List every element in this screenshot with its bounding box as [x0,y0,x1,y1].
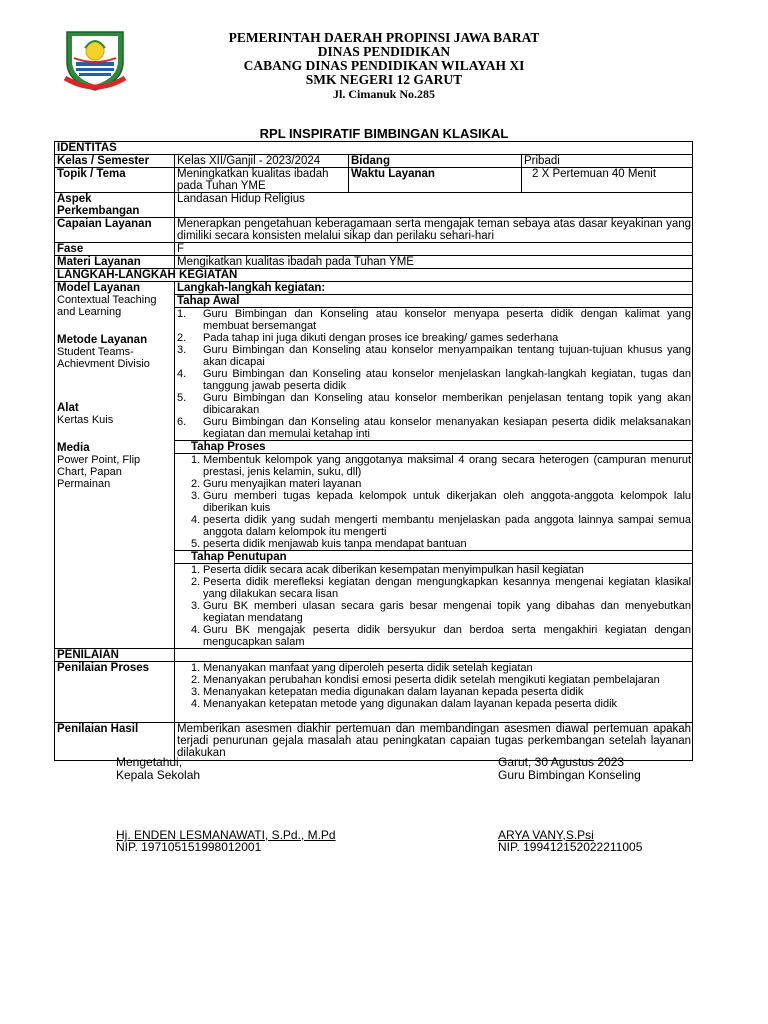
list-item: 1. Membentuk kelompok yang anggotanya maksimal 4 orang secara heterogen (campuran menurut prestasi, jenis kelamin, suku, dll) [191,454,692,478]
fase-label: Fase [55,243,175,256]
list-item: 5. peserta didik menjawab kuis tanpa mendapat bantuan [191,538,467,550]
tahap-proses-heading: Tahap Proses [191,441,266,453]
jawa-barat-emblem-logo [59,28,131,92]
tahap-proses-list [177,454,691,550]
list-item: 4. peserta didik yang sudah mengerti membantu menjelaskan pada anggota lainnya sampai semua anggota dalam kelompok itu mengerti [191,514,692,538]
steps-cell [175,282,693,649]
list-item: 3. Guru memberi tugas kepada kelompok untuk dikerjakan oleh anggota-anggota kelompok lalu diberikan kuis [191,490,692,514]
kelas-label: Kelas / Semester [55,155,175,168]
header-department: DINAS PENDIDIKAN [317,44,451,59]
document-title: RPL INSPIRATIF BIMBINGAN KLASIKAL [259,126,509,141]
waktu-label: Waktu Layanan [349,168,522,193]
fase-value: F [175,243,693,256]
tahap-penutupan-list [177,564,691,648]
tahap-awal-heading: Tahap Awal [177,295,240,307]
list-item: 3. Menanyakan ketepatan media digunakan dalam layanan kepada peserta didik [191,686,584,698]
model-value: Contextual Teaching and Learning [57,294,157,318]
list-item: 2. Pada tahap ini juga dikuti dengan proses ice breaking/ games sederhana [177,332,559,344]
list-item: 4. Guru BK mengajak peserta didik bersyukur dan berdoa serta mengakhiri kegiatan dengan mengucapkan salam [191,624,692,648]
list-item: 6. Guru Bimbingan dan Konseling atau konselor menanyakan kesiapan peserta didik melaksanakan kegiatan dan memulai ketahap inti [177,416,692,440]
kelas-value: Kelas XII/Ganjil - 2023/2024 [175,155,349,168]
kepala-sekolah-nip: NIP. 197105151998012001 [116,840,262,854]
kepala-sekolah-name: Hj. ENDEN LESMANAWATI, S.Pd., M.Pd [116,828,336,842]
list-item: 1. Peserta didik secara acak diberikan kesempatan menyimpulkan hasil kegiatan [191,564,584,576]
header-address: Jl. Cimanuk No.285 [332,87,436,101]
penilaian-hasil-label: Penilaian Hasil [55,723,175,761]
place-date: Garut, 30 Agustus 2023 [498,755,625,769]
aspek-label: Aspek Perkembangan [55,193,175,218]
penilaian-proses-cell [175,662,693,723]
aspek-value: Landasan Hidup Religius [175,193,693,218]
topik-value: Meningkatkan kualitas ibadah pada Tuhan YME [175,168,349,193]
identitas-heading: IDENTITAS [55,142,693,155]
list-item: 2. Peserta didik merefleksi kegiatan dengan mengungkapkan kesannya mengenai kegiatan klasikal yang dilakukan secara lisan [191,576,692,600]
list-item: 4. Guru Bimbingan dan Konseling atau konselor menjelaskan langkah-langkah kegiatan, tugas dan tanggung jawab peserta didik [177,368,692,392]
capaian-label: Capaian Layanan [55,218,175,243]
kepala-sekolah-label: Kepala Sekolah [116,768,201,782]
penilaian-proses-list [177,662,691,710]
list-item: 1. Guru Bimbingan dan Konseling atau konselor menyapa peserta didik dengan kalimat yang membuat bersemangat [177,308,692,332]
alat-value: Kertas Kuis [57,414,114,426]
penilaian-hasil-value: Memberikan asesmen diakhir pertemuan dan membandingan asesmen diawal pertemuan apakah terjadi penurunan gejala masalah atau peningkatan capaian tugas perkembangan setelah layanan dilakukan [175,723,693,761]
guru-bk-name: ARYA VANY,S.Psi [498,828,594,842]
guru-bk-nip: NIP. 199412152022211005 [498,840,643,854]
penilaian-heading: PENILAIAN [55,649,175,662]
guru-bk-label: Guru Bimbingan Konseling [498,768,641,782]
list-item: 5. Guru Bimbingan dan Konseling atau konselor memberikan penjelasan tentang topik yang akan dibicarakan [177,392,692,416]
metode-label: Metode Layanan [57,334,148,346]
steps-heading: Langkah-langkah kegiatan: [177,282,326,294]
penilaian-heading-filler [175,649,693,662]
media-label: Media [57,442,90,454]
list-item: 4. Menanyakan ketepatan metode yang digunakan dalam layanan kepada peserta didik [191,698,618,710]
metode-value: Student Teams-Achievment Divisio [57,346,150,370]
bidang-value: Pribadi [522,155,693,168]
model-metode-column [55,282,175,649]
list-item: 2. Guru menyajikan materi layanan [191,478,362,490]
header-government: PEMERINTAH DAERAH PROPINSI JAWA BARAT [228,30,540,45]
rpl-table [54,141,693,761]
mengetahui-label: Mengetahui, [116,755,183,769]
capaian-value: Menerapkan pengetahuan keberagamaan serta mengajak teman sebaya atas dasar keyakinan yang dimiliki secara konsisten melalui sikap dan perilaku sehari-hari [175,218,693,243]
tahap-awal-list [177,308,691,440]
header-branch: CABANG DINAS PENDIDIKAN WILAYAH XI [243,58,525,73]
list-item: 3. Guru BK memberi ulasan secara garis besar mengenai topik yang dibahas dan menyebutkan kegiatan mendatang [191,600,692,624]
model-label: Model Layanan [57,282,141,294]
media-value: Power Point, Flip Chart, Papan Permainan [57,454,141,490]
materi-value: Mengikatkan kualitas ibadah pada Tuhan YME [175,256,693,269]
materi-label: Materi Layanan [55,256,175,269]
header-school: SMK NEGERI 12 GARUT [305,72,463,87]
topik-label: Topik / Tema [55,168,175,193]
bidang-label: Bidang [349,155,522,168]
alat-label: Alat [57,402,79,414]
list-item: 2. Menanyakan perubahan kondisi emosi peserta didik setelah mengikuti kegiatan pembelajaran [191,674,660,686]
tahap-penutupan-heading: Tahap Penutupan [191,551,287,563]
list-item: 3. Guru Bimbingan dan Konseling atau konselor menyampaikan tentang tujuan-tujuan khusus yang akan dicapai [177,344,692,368]
list-item: 1. Menanyakan manfaat yang diperoleh peserta didik setelah kegiatan [191,662,533,674]
langkah-heading: LANGKAH-LANGKAH KEGIATAN [55,269,693,282]
waktu-value: 2 X Pertemuan 40 Menit [522,168,693,193]
penilaian-proses-label: Penilaian Proses [55,662,175,723]
